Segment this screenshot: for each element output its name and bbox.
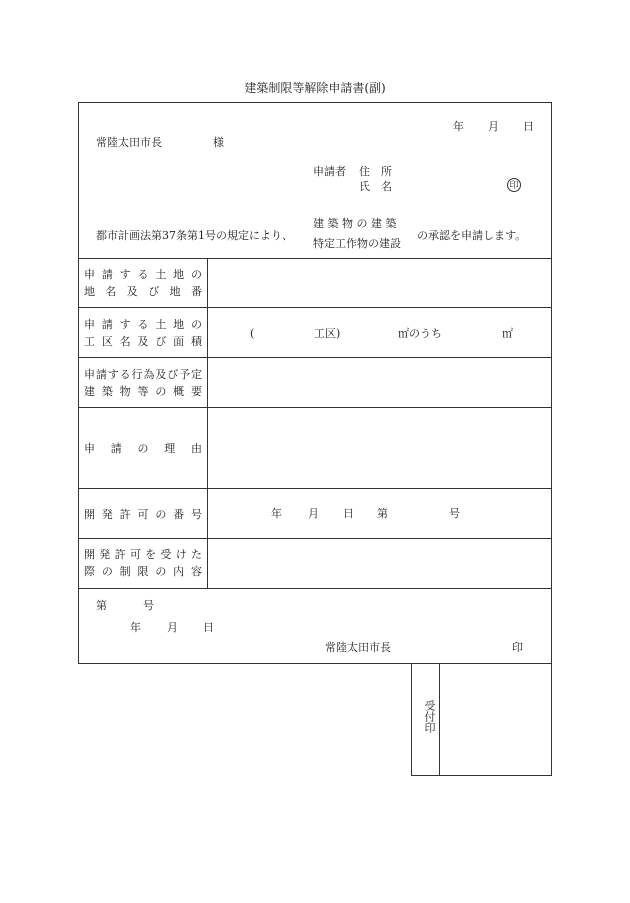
- statement-suffix: の承認を申請します。: [417, 229, 527, 242]
- area-open-paren: (: [250, 327, 255, 340]
- label-line: 申請する土地の: [84, 318, 202, 331]
- area-of-which: ㎡のうち: [398, 327, 442, 340]
- name-label: 氏 名: [359, 180, 392, 193]
- seal-mark-icon: 印: [507, 178, 521, 192]
- statement-option-structure: 特定工作物の建設: [313, 237, 401, 250]
- receipt-stamp-divider: [439, 664, 440, 776]
- area-ku: 工区): [314, 327, 341, 340]
- label-line: 開発許可を受けた: [84, 548, 202, 561]
- header-month: 月: [488, 120, 499, 133]
- statement-prefix: 都市計画法第37条第1号の規定により、: [96, 229, 293, 242]
- label-line: 工区名及び面積: [84, 335, 202, 348]
- label-permit-number: 開発許可の番号: [84, 508, 202, 521]
- permit-day: 日: [343, 507, 354, 520]
- divider: [78, 357, 552, 358]
- divider: [78, 538, 552, 539]
- label-line: 建築物等の概要: [84, 385, 202, 398]
- approval-month: 月: [167, 621, 178, 634]
- column-divider: [207, 258, 208, 588]
- label-land-location: [84, 266, 202, 300]
- permit-year: 年: [271, 507, 282, 520]
- approval-number-prefix: 第: [96, 599, 107, 612]
- divider: [78, 407, 552, 408]
- divider: [78, 258, 552, 259]
- addressee: 常陸太田市長: [96, 136, 162, 149]
- label-activity: [84, 366, 202, 400]
- divider: [78, 488, 552, 489]
- label-line: 申請する土地の: [84, 268, 202, 281]
- label-permit-restrictions: [84, 546, 202, 580]
- label-land-area: [84, 316, 202, 350]
- header-day: 日: [523, 120, 534, 133]
- label-reason: 申請の理由: [84, 442, 202, 455]
- permit-month: 月: [308, 507, 319, 520]
- label-line: 際の制限の内容: [84, 565, 202, 578]
- label-line: 申請する行為及び予定: [84, 368, 202, 381]
- label-line: 地名及び地番: [84, 285, 202, 298]
- approval-mayor: 常陸太田市長: [325, 641, 391, 654]
- form-title: 建築制限等解除申請書(副): [244, 81, 386, 95]
- receipt-stamp-label: 受付印: [423, 700, 436, 733]
- honorific: 様: [213, 136, 224, 149]
- header-year: 年: [453, 120, 464, 133]
- divider: [78, 307, 552, 308]
- area-unit: ㎡: [502, 327, 513, 340]
- applicant-label: 申請者: [313, 165, 346, 178]
- divider: [78, 588, 552, 589]
- approval-seal: 印: [512, 641, 523, 654]
- approval-day: 日: [203, 621, 214, 634]
- approval-number-suffix: 号: [143, 599, 154, 612]
- permit-number-suffix: 号: [449, 507, 460, 520]
- permit-number-prefix: 第: [377, 507, 388, 520]
- approval-year: 年: [130, 621, 141, 634]
- address-label: 住 所: [359, 165, 392, 178]
- statement-option-building: 建 築 物 の 建 築: [313, 217, 397, 230]
